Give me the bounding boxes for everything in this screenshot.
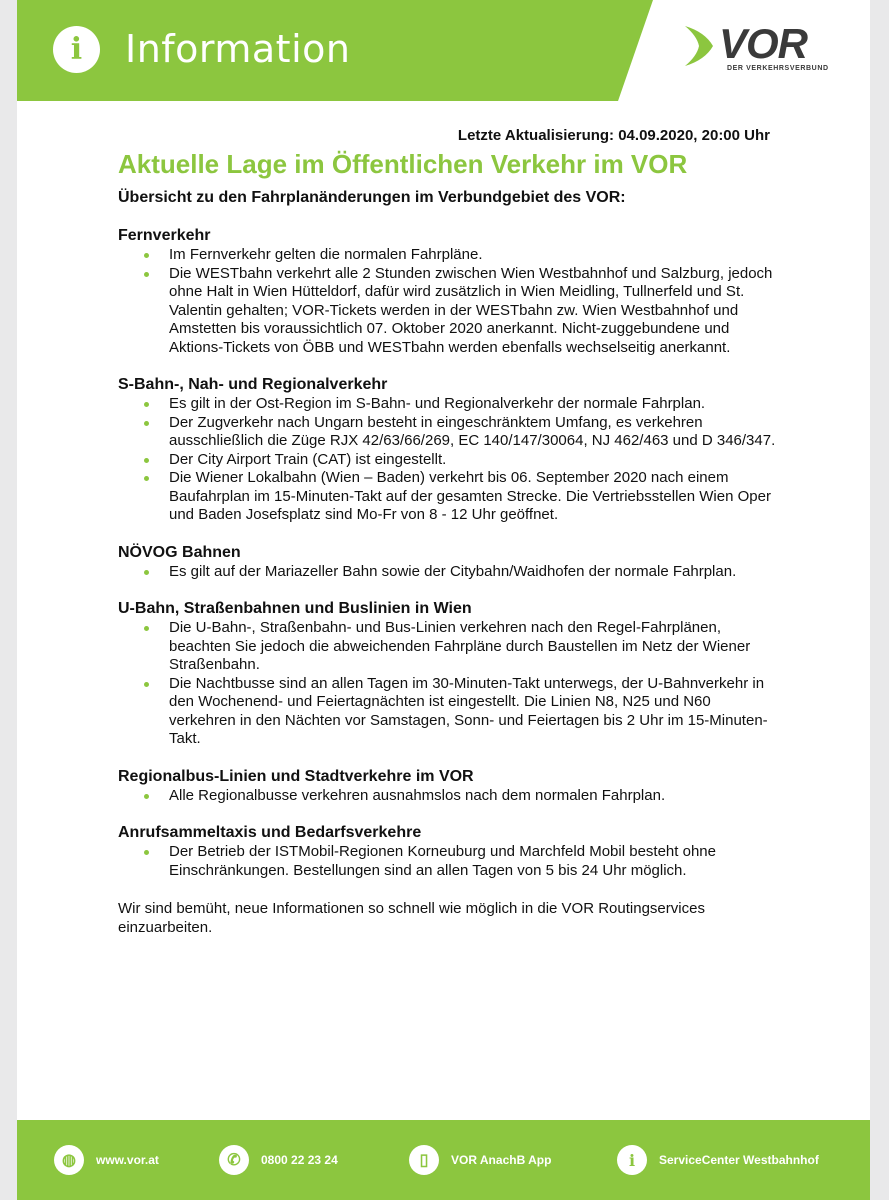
section-title: Anrufsammeltaxis und Bedarfsverkehre (118, 824, 422, 841)
bullet-icon (144, 850, 149, 855)
last-update: Letzte Aktualisierung: 04.09.2020, 20:00 Uhr (457, 127, 770, 144)
list-item-text: Im Fernverkehr gelten die normalen Fahrpläne. (169, 246, 483, 263)
list-item (118, 246, 778, 265)
bullet-icon (144, 570, 149, 575)
bullet-list (118, 787, 778, 806)
list-item-text: Es gilt auf der Mariazeller Bahn sowie der Citybahn/Waidhofen der normale Fahrplan. (169, 562, 737, 580)
section (118, 599, 778, 749)
list-item-text: Es gilt in der Ost-Region im S-Bahn- und Regionalverkehr der normale Fahrplan. (169, 395, 706, 412)
logo-word: VOR (719, 20, 808, 67)
list-item-text: Die U-Bahn-, Straßenbahn- und Bus-Linien verkehren nach den Regel-Fahrplänen, beachten Sie jedoch die abweichenden Fahrpläne durch Baustellen im Netz der Wiener Straßenbahn. (169, 619, 751, 673)
sections (118, 226, 778, 880)
list-item (118, 675, 778, 749)
section (118, 543, 778, 582)
closing-text: Wir sind bemüht, neue Informationen so schnell wie möglich in die VOR Routingservices einzuarbeiten. (118, 900, 705, 936)
section-title: U-Bahn, Straßenbahnen und Buslinien in Wien (118, 600, 472, 617)
info-icon: i (53, 26, 100, 73)
phone-icon: ✆ (219, 1145, 249, 1175)
logo-subtitle: DER VERKEHRSVERBUND (727, 65, 829, 72)
section-title: Fernverkehr (118, 227, 211, 244)
list-item (118, 265, 778, 358)
list-item (118, 619, 778, 675)
section (118, 226, 778, 357)
header-title: Information (125, 27, 351, 71)
list-item-text: Alle Regionalbusse verkehren ausnahmslos nach dem normalen Fahrplan. (169, 786, 666, 804)
list-item-text: Der City Airport Train (CAT) ist eingestellt. (169, 450, 447, 468)
info-icon: i (617, 1145, 647, 1175)
section-title: NÖVOG Bahnen (118, 543, 241, 561)
bullet-icon (144, 476, 149, 481)
section-title: S-Bahn-, Nah- und Regionalverkehr (118, 376, 388, 393)
bullet-icon (144, 402, 149, 407)
bullet-list (118, 246, 778, 357)
list-item-text: Die Wiener Lokalbahn (Wien – Baden) verkehrt bis 06. September 2020 nach einem Baufahrplan im 15-Minuten-Takt auf der gesamten Strecke. Die Vertriebsstellen Wien Oper und Baden Josefsplatz sind Mo-Fr von 8 - 12 Uhr geöffnet. (169, 469, 771, 523)
footer-app-text: VOR AnachB App (451, 1153, 552, 1167)
bullet-list (118, 619, 778, 749)
list-item (118, 563, 778, 582)
footer-app[interactable] (409, 1144, 551, 1176)
content (118, 126, 778, 937)
list-item-text: Die WESTbahn verkehrt alle 2 Stunden zwischen Wien Westbahnhof und Salzburg, jedoch ohne Halt in Wien Hütteldorf, dafür wird zusätzlich in Wien Meidling, Tullnerfeld und St. Valentin gehalten; VOR-Tickets werden in der WESTbahn zw. Wien Westbahnhof und Amstetten bis voraussichtlich 07. Oktober 2020 anerkannt. Nicht-zuggebundene und Aktions-Tickets von ÖBB und WESTbahn werden ebenfalls wechselseitig anerkannt. (169, 264, 773, 356)
smartphone-icon: ▯ (409, 1145, 439, 1175)
section-title: Regionalbus-Linien und Stadtverkehre im VOR (118, 767, 474, 785)
bullet-icon (144, 458, 149, 463)
list-item-text: Die Nachtbusse sind an allen Tagen im 30-Minuten-Takt unterwegs, der U-Bahnverkehr in den Wochenend- und Feiertagnächten ist eingestellt. Die Linien N8, N25 und N60 verkehren in den Nächten vor Samstagen, Sonn- und Feiertagen bis 2 Uhr im 15-Minuten-Takt. (169, 674, 768, 747)
bullet-icon (144, 421, 149, 426)
globe-icon: ◍ (54, 1145, 84, 1175)
list-item-text: Der Betrieb der ISTMobil-Regionen Korneuburg und Marchfeld Mobil besteht ohne Einschränkungen. Bestellungen sind an allen Tagen von 5 bis 24 Uhr möglich. (169, 843, 716, 879)
bullet-list (118, 843, 778, 880)
footer-servicecenter-text: ServiceCenter Westbahnhof (659, 1153, 819, 1167)
vor-logo-chevron-icon (683, 24, 719, 68)
bullet-icon (144, 626, 149, 631)
bullet-list (118, 395, 778, 525)
list-item (118, 843, 778, 880)
bullet-icon (144, 794, 149, 799)
vor-logo (683, 20, 843, 76)
page-title: Aktuelle Lage im Öffentlichen Verkehr im VOR (118, 149, 688, 179)
bullet-list (118, 563, 778, 582)
list-item-text: Der Zugverkehr nach Ungarn besteht in eingeschränktem Umfang, es verkehren ausschließlich die Züge RJX 42/63/66/269, EC 140/147/30064, NJ 462/463 und D 346/347. (169, 413, 776, 449)
footer-website[interactable] (54, 1144, 159, 1176)
list-item (118, 414, 778, 451)
footer-bar (17, 1120, 870, 1200)
bullet-icon (144, 253, 149, 258)
page-subtitle: Übersicht zu den Fahrplanänderungen im Verbundgebiet des VOR: (118, 189, 626, 206)
footer-phone[interactable] (219, 1144, 338, 1176)
section (118, 823, 778, 880)
list-item (118, 395, 778, 414)
list-item (118, 787, 778, 806)
header-banner (17, 0, 870, 101)
document-page (17, 0, 870, 1200)
footer-phone-text: 0800 22 23 24 (261, 1153, 338, 1167)
bullet-icon (144, 272, 149, 277)
section (118, 375, 778, 525)
list-item (118, 451, 778, 470)
footer-servicecenter[interactable] (617, 1144, 819, 1176)
footer-website-text: www.vor.at (96, 1153, 159, 1167)
list-item (118, 469, 778, 525)
section (118, 767, 778, 806)
bullet-icon (144, 682, 149, 687)
